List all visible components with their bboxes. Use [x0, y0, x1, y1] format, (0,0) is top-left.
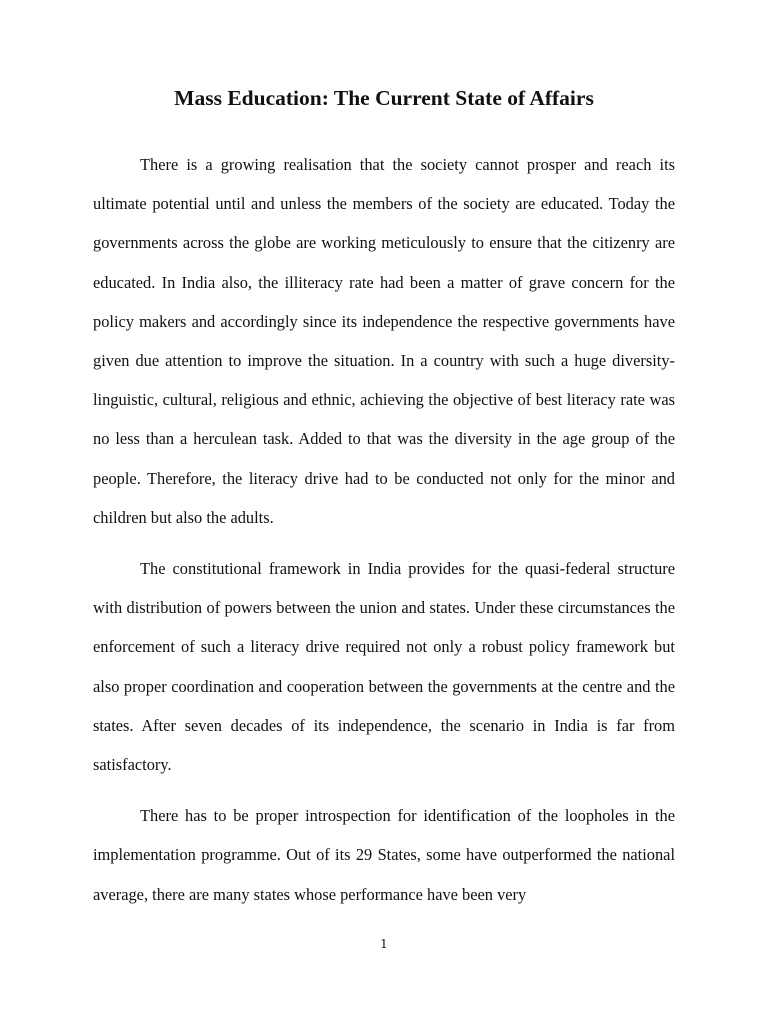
paragraph-3: There has to be proper introspection for identification of the loopholes in the implementation programme. Out of its 29 States, some have outperformed the national average, there are many states whose performance have been very	[93, 806, 675, 904]
paragraph-2: The constitutional framework in India provides for the quasi-federal structure with distribution of powers between the union and states. Under these circumstances the enforcement of such a literacy drive required not only a robust policy framework but also proper coordination and cooperation between the governments at the centre and the states. After seven decades of its independence, the scenario in India is far from satisfactory.	[93, 559, 675, 775]
paragraph-1: There is a growing realisation that the society cannot prosper and reach its ultimate potential until and unless the members of the society are educated. Today the governments across the globe are working meticulously to ensure that the citizenry are educated. In India also, the illiteracy rate had been a matter of grave concern for the policy makers and accordingly since its independence the respective governments have given due attention to improve the situation. In a country with such a huge diversity- linguistic, cultural, religious and ethnic, achieving the objective of best literacy rate was no less than a herculean task. Added to that was the diversity in the age group of the people. Therefore, the literacy drive had to be conducted not only for the minor and children but also the adults.	[93, 155, 675, 527]
document-body	[93, 145, 675, 914]
document-title: Mass Education: The Current State of Affairs	[174, 86, 594, 110]
page-number: 1	[380, 937, 388, 951]
